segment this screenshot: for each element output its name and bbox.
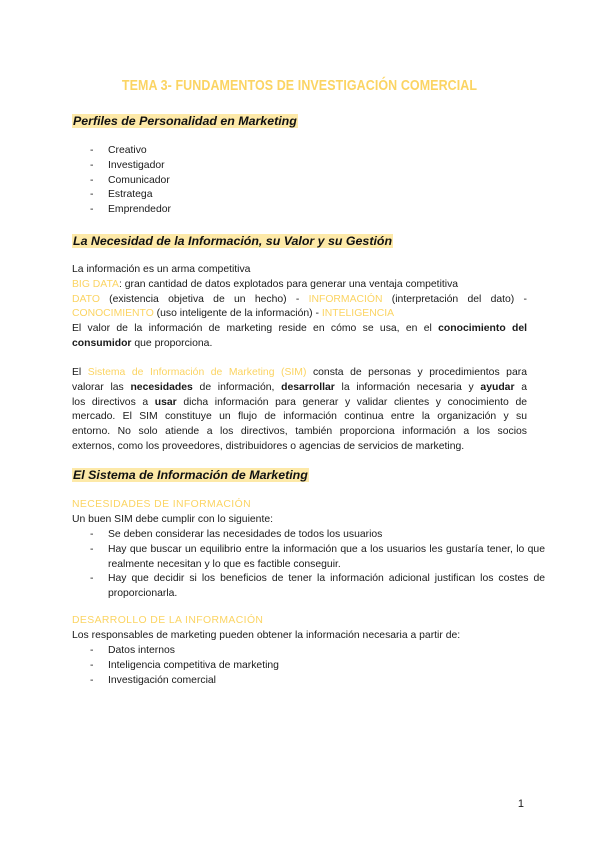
heading-necesidad-text: La Necesidad de la Información, su Valor y su Gestión bbox=[73, 234, 393, 248]
bigdata-term: BIG DATA bbox=[72, 278, 119, 290]
bigdata-text: : gran cantidad de datos explotados para generar una ventaja competitiva bbox=[118, 278, 459, 290]
sim-bold: necesidades bbox=[130, 381, 193, 393]
sim-line-6: externos, como los proveedores, distribuidores o agencias de servicios de marketing. bbox=[72, 440, 465, 452]
list-item: - Hay que buscar un equilibrio entre la información que a los usuarios les gustaría tener, lo que realmente necesitan y lo que es factible conseguir. bbox=[90, 543, 545, 573]
page-number: 1 bbox=[517, 798, 524, 810]
sub2-intro: Los responsables de marketing pueden obtener la información necesaria a partir de: bbox=[72, 630, 461, 641]
sim-text: consta de personas y procedimientos para bbox=[306, 367, 527, 378]
sim-text: los directivos a bbox=[72, 396, 155, 408]
heading-perfiles-text: Perfiles de Personalidad en Marketing bbox=[73, 114, 297, 128]
sim-line-2 bbox=[72, 381, 527, 396]
desarrollo-list bbox=[90, 644, 279, 688]
heading-perfiles bbox=[72, 114, 298, 128]
sub1-intro: Un buen SIM debe cumplir con lo siguiente: bbox=[72, 514, 273, 525]
sim-bold: ayudar bbox=[480, 381, 515, 393]
intel-term: INTELIGENCIA bbox=[321, 308, 395, 320]
value-bold-2: consumidor bbox=[72, 337, 132, 349]
sim-line-5: entorno. No solo atiende a los directivos, también proporciona información a los socios bbox=[72, 426, 527, 438]
sim-text: dicha información para generar y validar clientes y conocimiento de bbox=[176, 396, 527, 408]
dato-line bbox=[72, 293, 527, 308]
necesidades-list bbox=[90, 528, 545, 602]
list-item: - Hay que decidir si los beneficios de tener la información adicional justifican los costes de proporcionarla. bbox=[90, 572, 545, 602]
sim-text: la información necesaria y bbox=[334, 381, 481, 393]
sim-text: El bbox=[72, 367, 88, 378]
sim-line-1 bbox=[72, 366, 527, 381]
intro-line: La información es un arma competitiva bbox=[72, 264, 251, 275]
heading-necesidad bbox=[72, 234, 393, 248]
value-bold-1: conocimiento del bbox=[438, 323, 528, 335]
conocimiento-line bbox=[72, 307, 527, 322]
sim-line-4: mercado. El SIM constituye un flujo de información continua entre la organización y su bbox=[72, 411, 527, 423]
dato-text: (existencia objetiva de un hecho) - bbox=[99, 293, 309, 305]
list-item: - Investigación comercial bbox=[90, 674, 279, 689]
info-paragraph bbox=[72, 263, 527, 352]
sim-term: Sistema de Información de Marketing (SIM) bbox=[87, 367, 307, 378]
sim-bold: desarrollar bbox=[281, 381, 335, 393]
list-item: - Emprendedor bbox=[90, 203, 171, 218]
sim-line-3 bbox=[72, 396, 527, 411]
sim-text: a bbox=[514, 381, 527, 393]
value-text-2: que proporciona. bbox=[131, 337, 213, 349]
list-item: - Creativo bbox=[90, 144, 171, 159]
subheading-necesidades: NECESIDADES DE INFORMACIÓN bbox=[72, 499, 251, 510]
conoc-text: (uso inteligente de la información) - bbox=[153, 308, 322, 320]
value-line-1 bbox=[72, 322, 527, 337]
dato-term: DATO bbox=[72, 293, 100, 305]
bigdata-line bbox=[72, 278, 527, 293]
list-item: - Datos internos bbox=[90, 644, 279, 659]
sim-bold: usar bbox=[154, 396, 177, 408]
heading-sistema bbox=[72, 468, 309, 482]
list-item: - Estratega bbox=[90, 188, 171, 203]
list-item: - Comunicador bbox=[90, 174, 171, 189]
document-title: TEMA 3- FUNDAMENTOS DE INVESTIGACIÓN COMERCIAL bbox=[121, 78, 478, 94]
list-item: - Se deben considerar las necesidades de todos los usuarios bbox=[90, 528, 545, 543]
conoc-term: CONOCIMIENTO bbox=[72, 308, 154, 320]
sim-text: valorar las bbox=[72, 381, 131, 393]
sim-paragraph bbox=[72, 366, 527, 455]
list-item: - Investigador bbox=[90, 159, 171, 174]
heading-sistema-text: El Sistema de Información de Marketing bbox=[73, 468, 308, 482]
list-item: - Inteligencia competitiva de marketing bbox=[90, 659, 279, 674]
value-text-1: El valor de la información de marketing reside en cómo se usa, en el bbox=[72, 323, 439, 335]
sim-text: de información, bbox=[192, 381, 282, 393]
perfiles-list bbox=[90, 144, 171, 218]
subheading-desarrollo: DESARROLLO DE LA INFORMACIÓN bbox=[72, 615, 264, 626]
info-term: INFORMACIÓN bbox=[308, 293, 383, 305]
info-text: (interpretación del dato) - bbox=[382, 293, 527, 305]
value-line-2 bbox=[72, 337, 527, 352]
